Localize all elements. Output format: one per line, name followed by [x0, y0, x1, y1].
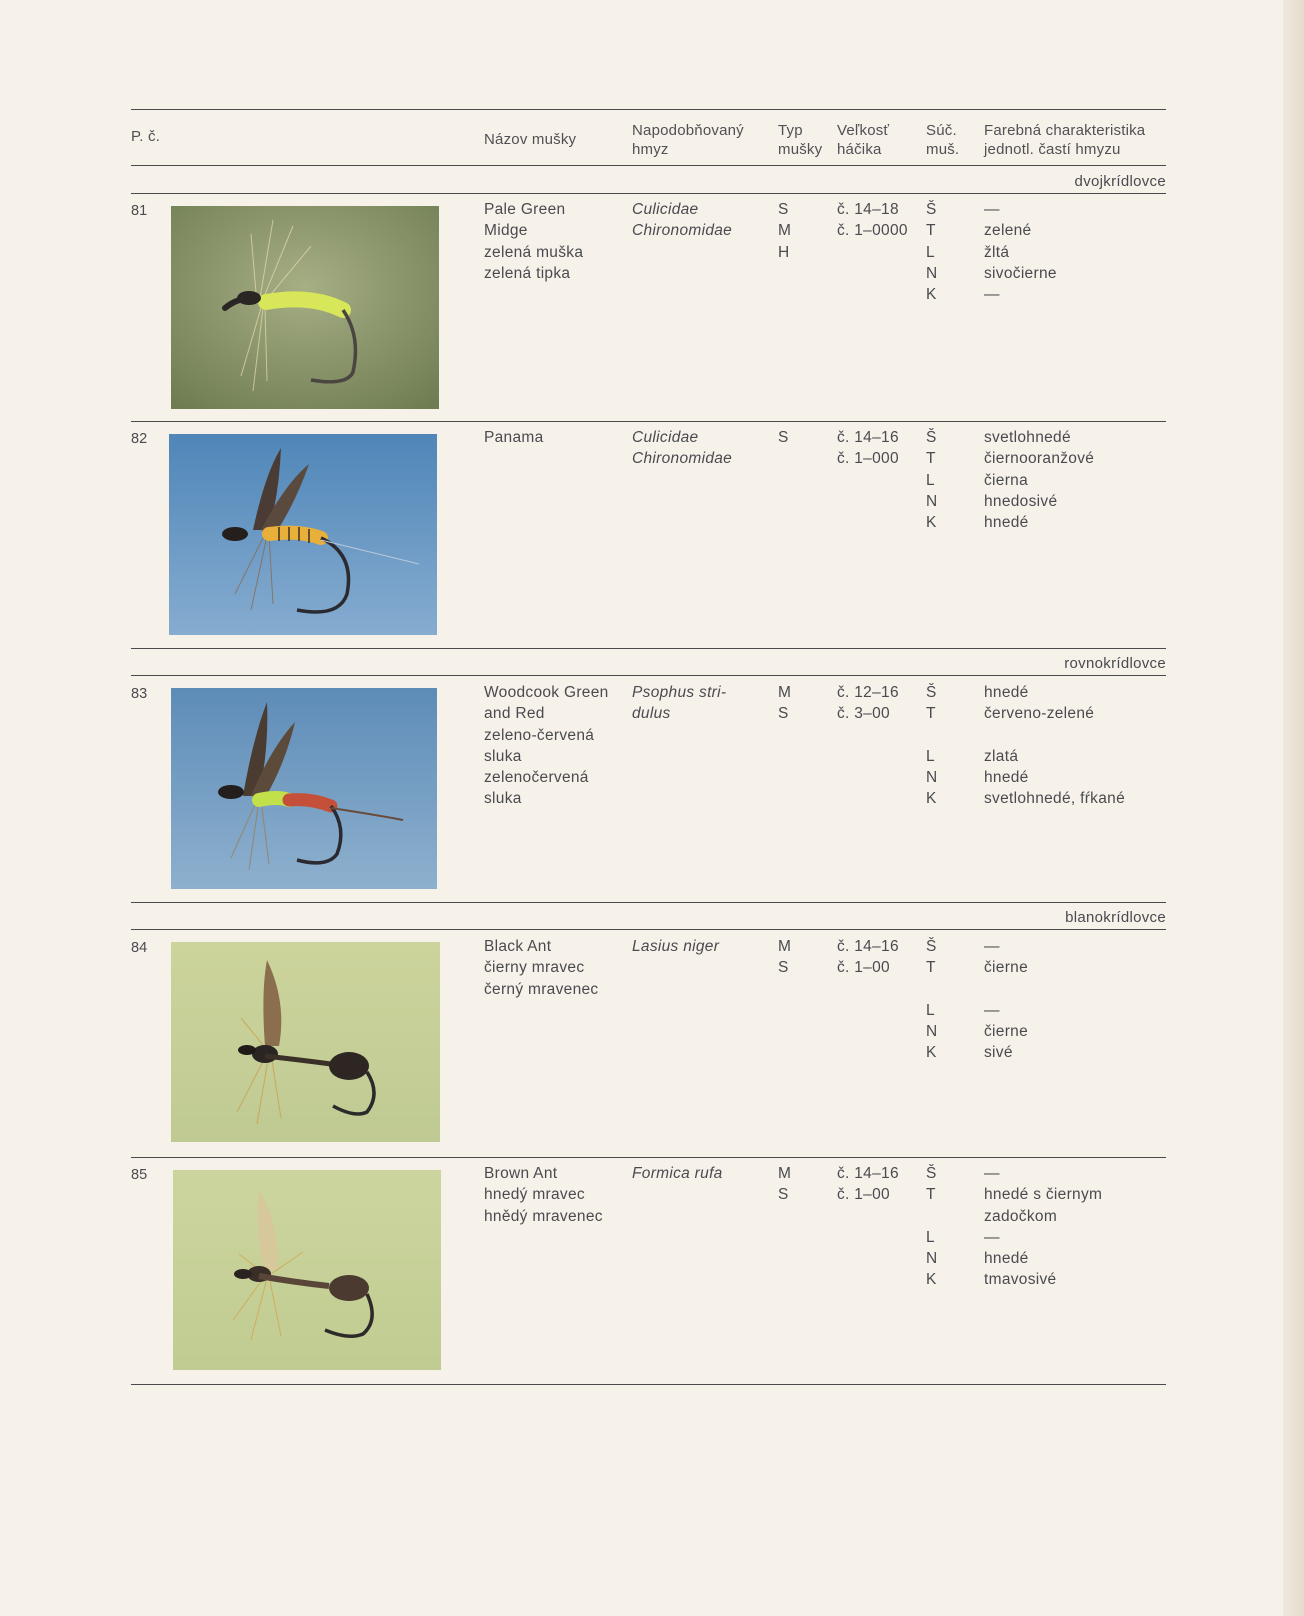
type-cell: S	[778, 429, 789, 446]
row-separator	[131, 421, 1166, 422]
hook-size-cell: č. 14–18 č. 1–0000	[837, 201, 908, 240]
header-col-number: P. č.	[131, 128, 161, 145]
hook-size-cell: č. 14–16 č. 1–000	[837, 429, 899, 468]
color-cell: svetlohnedé čiernooranžové čierna hnedosivé hnedé	[984, 429, 1095, 532]
type-cell: M S	[778, 684, 792, 723]
fly-name-cell: Brown Ant hnedý mravec hnědý mravenec	[484, 1165, 603, 1225]
insect-cell: Lasius niger	[632, 938, 720, 955]
fly-name-cell: Woodcook Green and Red zeleno-červená sluka zelenočervená sluka	[484, 684, 609, 808]
color-cell: — čierne — čierne sivé	[984, 938, 1029, 1062]
header-col-color: Farebná charakteristika jednotl. častí hmyzu	[984, 122, 1146, 158]
color-cell: — hnedé s čiernym zadočkom — hnedé tmavosivé	[984, 1165, 1103, 1289]
section-label-diptera: dvojkrídlovce	[1074, 173, 1166, 190]
row-number: 81	[131, 203, 148, 219]
insect-cell: Psophus stri- dulus	[632, 684, 727, 723]
part-cell: Š T L N K	[926, 429, 938, 532]
section-label-hymenoptera: blanokrídlovce	[1065, 909, 1166, 926]
fly-name-cell: Panama	[484, 429, 544, 446]
insect-cell: Culicidae Chironomidae	[632, 429, 733, 468]
table-bottom-rule	[131, 1384, 1166, 1385]
type-cell: S M H	[778, 201, 792, 261]
color-cell: hnedé červeno-zelené zlatá hnedé svetlohnedé, fŕkané	[984, 684, 1125, 808]
row-number: 82	[131, 431, 148, 447]
part-cell: Š T L N K	[926, 684, 938, 808]
page-edge	[1283, 0, 1304, 1616]
fly-name-cell: Black Ant čierny mravec černý mravenec	[484, 938, 599, 998]
hook-size-cell: č. 14–16 č. 1–00	[837, 1165, 899, 1204]
section-top-rule	[131, 648, 1166, 649]
hook-size-cell: č. 14–16 č. 1–00	[837, 938, 899, 977]
type-cell: M S	[778, 938, 792, 977]
part-cell: Š T L N K	[926, 938, 938, 1062]
header-col-part: Súč. muš.	[926, 122, 960, 158]
header-col-hook-size: Veľkosť háčika	[837, 122, 890, 158]
header-bottom-rule	[131, 165, 1166, 166]
fly-photo-panama	[169, 434, 437, 635]
fly-photo-brown-ant	[173, 1170, 441, 1370]
color-cell: — zelené žltá sivočierne —	[984, 201, 1057, 304]
fly-photo-pale-green-midge	[171, 206, 439, 409]
part-cell: Š T L N K	[926, 201, 938, 304]
section-rule	[131, 675, 1166, 676]
header-col-name: Názov mušky	[484, 131, 577, 148]
row-separator	[131, 1157, 1166, 1158]
header-col-type: Typ mušky	[778, 122, 823, 158]
type-cell: M S	[778, 1165, 792, 1204]
fly-name-cell: Pale Green Midge zelená muška zelená tipka	[484, 201, 584, 282]
row-number: 83	[131, 686, 148, 702]
header-col-insect: Napodobňovaný hmyz	[632, 122, 744, 158]
insect-cell: Formica rufa	[632, 1165, 723, 1182]
row-number: 84	[131, 940, 148, 956]
section-top-rule	[131, 902, 1166, 903]
hook-size-cell: č. 12–16 č. 3–00	[837, 684, 899, 723]
section-label-orthoptera: rovnokrídlovce	[1064, 655, 1166, 672]
table-top-rule	[131, 109, 1166, 110]
fly-photo-woodcook-green-red	[171, 688, 437, 889]
fly-photo-black-ant	[171, 942, 440, 1142]
section-rule	[131, 193, 1166, 194]
row-number: 85	[131, 1167, 148, 1183]
insect-cell: Culicidae Chironomidae	[632, 201, 733, 240]
part-cell: Š T L N K	[926, 1165, 938, 1289]
section-rule	[131, 929, 1166, 930]
